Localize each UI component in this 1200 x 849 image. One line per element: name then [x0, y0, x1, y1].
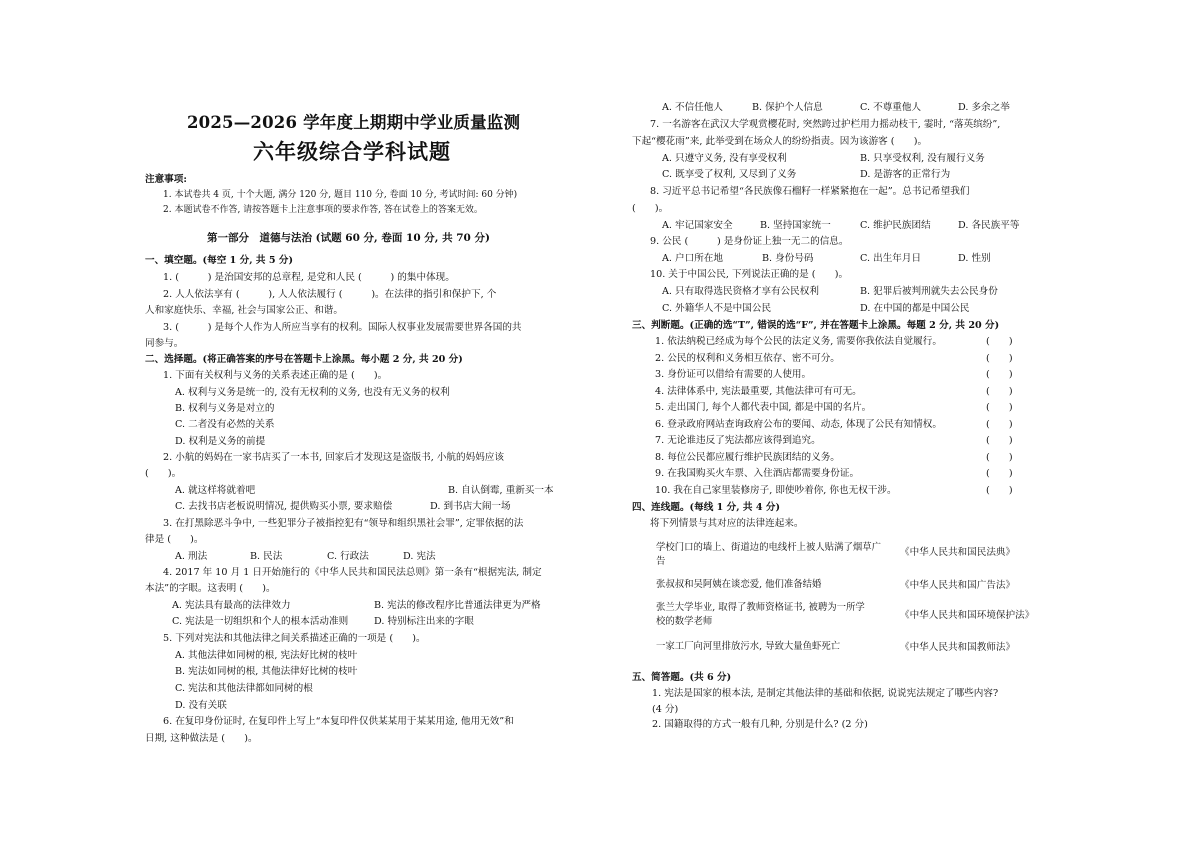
option: C. 宪法和其他法律都如同树的根: [175, 683, 313, 694]
section-heading: 五、简答题。(共 6 分): [632, 672, 732, 683]
option: A. 不信任他人: [662, 102, 723, 113]
judge-item: 8. 每位公民都应履行维护民族团结的义务。: [655, 452, 840, 463]
option: B. 只享受权利, 没有履行义务: [860, 153, 985, 164]
option: C. 去找书店老板说明情况, 提供购买小票, 要求赔偿: [175, 501, 393, 512]
option: C. 宪法是一切组织和个人的根本活动准则: [172, 616, 349, 627]
option: D. 到书店大闹一场: [430, 501, 511, 512]
short-question: 1. 宪法是国家的根本法, 是制定其他法律的基础和依据, 说说宪法规定了哪些内容?: [652, 688, 999, 699]
judge-item: 6. 登录政府网站查询政府公布的要闻、动态, 体现了公民有知情权。: [655, 419, 942, 430]
match-left-item: 一家工厂向河里排放污水, 导致大量鱼虾死亡: [656, 641, 841, 652]
option: A. 只有取得选民资格才享有公民权利: [662, 286, 819, 297]
judge-paren: ( ): [986, 485, 1013, 496]
question-stem: 3. 在打黑除恶斗争中, 一些犯罪分子被指控犯有“领导和组织黑社会罪”, 定罪依据的法: [163, 518, 524, 529]
question-stem: 律是 ( )。: [145, 534, 204, 545]
question-stem: 8. 习近平总书记希望“各民族像石榴籽一样紧紧抱在一起”。总书记希望我们: [650, 186, 970, 197]
option: B. 坚持国家统一: [760, 220, 831, 231]
judge-paren: ( ): [986, 419, 1013, 430]
option: B. 宪法的修改程序比普通法律更为严格: [374, 600, 541, 611]
match-right-item: 《中华人民共和国教师法》: [900, 642, 1016, 653]
option: B. 身份号码: [762, 253, 814, 264]
judge-paren: ( ): [986, 468, 1013, 479]
match-intro: 将下列情景与其对应的法律连起来。: [650, 518, 804, 529]
notice-item: 2. 本题试卷不作答, 请按答题卡上注意事项的要求作答, 答在试卷上的答案无效。: [163, 205, 483, 215]
fill-line: 2. 人人依法享有 ( ), 人人依法履行 ( )。在法律的指引和保护下, 个: [163, 289, 497, 300]
question-stem: 下起“樱花雨”来, 此举受到在场众人的纷纷指责。因为该游客 ( )。: [632, 136, 928, 147]
exam-title: 2025—2026 学年度上期期中学业质量监测: [187, 113, 521, 132]
question-stem: 9. 公民 ( ) 是身份证上独一无二的信息。: [650, 236, 849, 247]
option: C. 外籍华人不是中国公民: [662, 303, 772, 314]
option: B. 保护个人信息: [752, 102, 823, 113]
section-heading: 一、填空题。(每空 1 分, 共 5 分): [145, 255, 294, 266]
match-left-item: 学校门口的墙上、街道边的电线杆上被人贴满了烟草广告: [656, 542, 882, 567]
section-heading: 三、判断题。(正确的选“T”, 错误的选“F”, 并在答题卡上涂黑。每题 2 分, 共 20 分): [632, 320, 1000, 331]
question-stem: 6. 在复印身份证时, 在复印件上写上“本复印件仅供某某用于某某用途, 他用无效”和: [163, 716, 514, 727]
option: C. 维护民族团结: [860, 220, 931, 231]
option: D. 性别: [958, 253, 991, 264]
option: C. 不尊重他人: [860, 102, 922, 113]
fill-line: 1. ( ) 是治国安邦的总章程, 是党和人民 ( ) 的集中体现。: [163, 272, 455, 283]
option: D. 各民族平等: [958, 220, 1020, 231]
section-heading: 四、连线题。(每线 1 分, 共 4 分): [632, 502, 781, 513]
question-stem: 日期, 这种做法是 ( )。: [145, 733, 258, 744]
short-question: 2. 国籍取得的方式一般有几种, 分别是什么? (2 分): [652, 719, 868, 730]
judge-item: 5. 走出国门, 每个人都代表中国, 都是中国的名片。: [655, 402, 872, 413]
short-question-score: (4 分): [652, 704, 679, 715]
fill-line: 同参与。: [145, 338, 184, 349]
part-heading: 第一部分 道德与法治 (试题 60 分, 卷面 10 分, 共 70 分): [207, 232, 490, 244]
judge-item: 10. 我在自己家里装修房子, 即使吵着你, 你也无权干涉。: [655, 485, 897, 496]
question-stem: 2. 小航的妈妈在一家书店买了一本书, 回家后才发现这是盗版书, 小航的妈妈应该: [163, 452, 504, 463]
question-stem: ( )。: [145, 468, 182, 479]
option: B. 犯罪后被判刑就失去公民身份: [860, 286, 998, 297]
option: D. 多余之举: [958, 102, 1010, 113]
judge-item: 9. 在我国购买火车票、入住酒店都需要身份证。: [655, 468, 860, 479]
question-stem: 1. 下面有关权利与义务的关系表述正确的是 ( )。: [163, 370, 388, 381]
judge-item: 1. 依法纳税已经成为每个公民的法定义务, 需要你我依法自觉履行。: [655, 336, 942, 347]
question-stem: 4. 2017 年 10 月 1 日开始施行的《中华人民共和国民法总则》第一条有“根据宪法, 制定: [163, 567, 542, 578]
judge-item: 7. 无论谁违反了宪法都应该得到追究。: [655, 435, 821, 446]
judge-paren: ( ): [986, 435, 1013, 446]
option: C. 二者没有必然的关系: [175, 419, 275, 430]
option: C. 行政法: [327, 551, 369, 562]
match-left-item: 张兰大学毕业, 取得了教师资格证书, 被聘为一所学校的数学老师: [656, 602, 865, 627]
question-stem: 5. 下列对宪法和其他法律之间关系描述正确的一项是 ( )。: [163, 633, 426, 644]
option: A. 宪法具有最高的法律效力: [172, 600, 291, 611]
option: B. 自认倒霉, 重新买一本: [448, 485, 554, 496]
option: D. 权利是义务的前提: [175, 436, 266, 447]
judge-paren: ( ): [986, 402, 1013, 413]
question-stem: ( )。: [632, 203, 669, 214]
option: A. 就这样将就着吧: [175, 485, 256, 496]
exam-subtitle: 六年级综合学科试题: [253, 139, 451, 164]
option: A. 牢记国家安全: [662, 220, 733, 231]
judge-paren: ( ): [986, 369, 1013, 380]
section-heading: 二、选择题。(将正确答案的序号在答题卡上涂黑。每小题 2 分, 共 20 分): [145, 354, 463, 365]
notice-heading: 注意事项:: [145, 174, 187, 185]
judge-paren: ( ): [986, 386, 1013, 397]
match-right-item: 《中华人民共和国广告法》: [900, 580, 1016, 591]
option: B. 权利与义务是对立的: [175, 403, 275, 414]
option: A. 户口所在地: [662, 253, 723, 264]
question-stem: 10. 关于中国公民, 下列说法正确的是 ( )。: [650, 269, 849, 280]
judge-paren: ( ): [986, 353, 1013, 364]
match-right-item: 《中华人民共和国环境保护法》: [900, 610, 1035, 621]
option: A. 刑法: [175, 551, 208, 562]
judge-item: 2. 公民的权利和义务相互依存、密不可分。: [655, 353, 840, 364]
notice-item: 1. 本试卷共 4 页, 十个大题, 满分 120 分, 题目 110 分, 卷面 10 分, 考试时间: 60 分钟): [163, 190, 518, 200]
option: D. 在中国的都是中国公民: [860, 303, 970, 314]
judge-paren: ( ): [986, 452, 1013, 463]
option: B. 民法: [250, 551, 283, 562]
option: D. 是游客的正常行为: [860, 169, 951, 180]
option: C. 既享受了权利, 又尽到了义务: [662, 169, 797, 180]
option: A. 权利与义务是统一的, 没有无权利的义务, 也没有无义务的权利: [175, 387, 450, 398]
option: D. 特别标注出来的字眼: [374, 616, 474, 627]
option: D. 宪法: [403, 551, 436, 562]
option: D. 没有关联: [175, 700, 227, 711]
option: C. 出生年月日: [860, 253, 922, 264]
judge-paren: ( ): [986, 336, 1013, 347]
question-stem: 7. 一名游客在武汉大学观赏樱花时, 突然跨过护栏用力摇动枝干, 霎时, “落英缤纷”,: [650, 119, 1001, 130]
option: A. 只遵守义务, 没有享受权利: [662, 153, 787, 164]
question-stem: 本法”的字眼。这表明 ( )。: [145, 583, 276, 594]
option: B. 宪法如同树的根, 其他法律好比树的枝叶: [175, 666, 358, 677]
fill-line: 人和家庭快乐、幸福, 社会与国家公正、和谐。: [145, 305, 343, 316]
judge-item: 3. 身份证可以借给有需要的人使用。: [655, 369, 812, 380]
option: A. 其他法律如同树的根, 宪法好比树的枝叶: [175, 650, 358, 661]
judge-item: 4. 法律体系中, 宪法最重要, 其他法律可有可无。: [655, 386, 862, 397]
match-left-item: 张叔叔和吴阿姨在谈恋爱, 他们准备结婚: [656, 579, 822, 590]
match-right-item: 《中华人民共和国民法典》: [900, 547, 1016, 558]
fill-line: 3. ( ) 是每个人作为人所应当享有的权利。国际人权事业发展需要世界各国的共: [163, 322, 522, 333]
